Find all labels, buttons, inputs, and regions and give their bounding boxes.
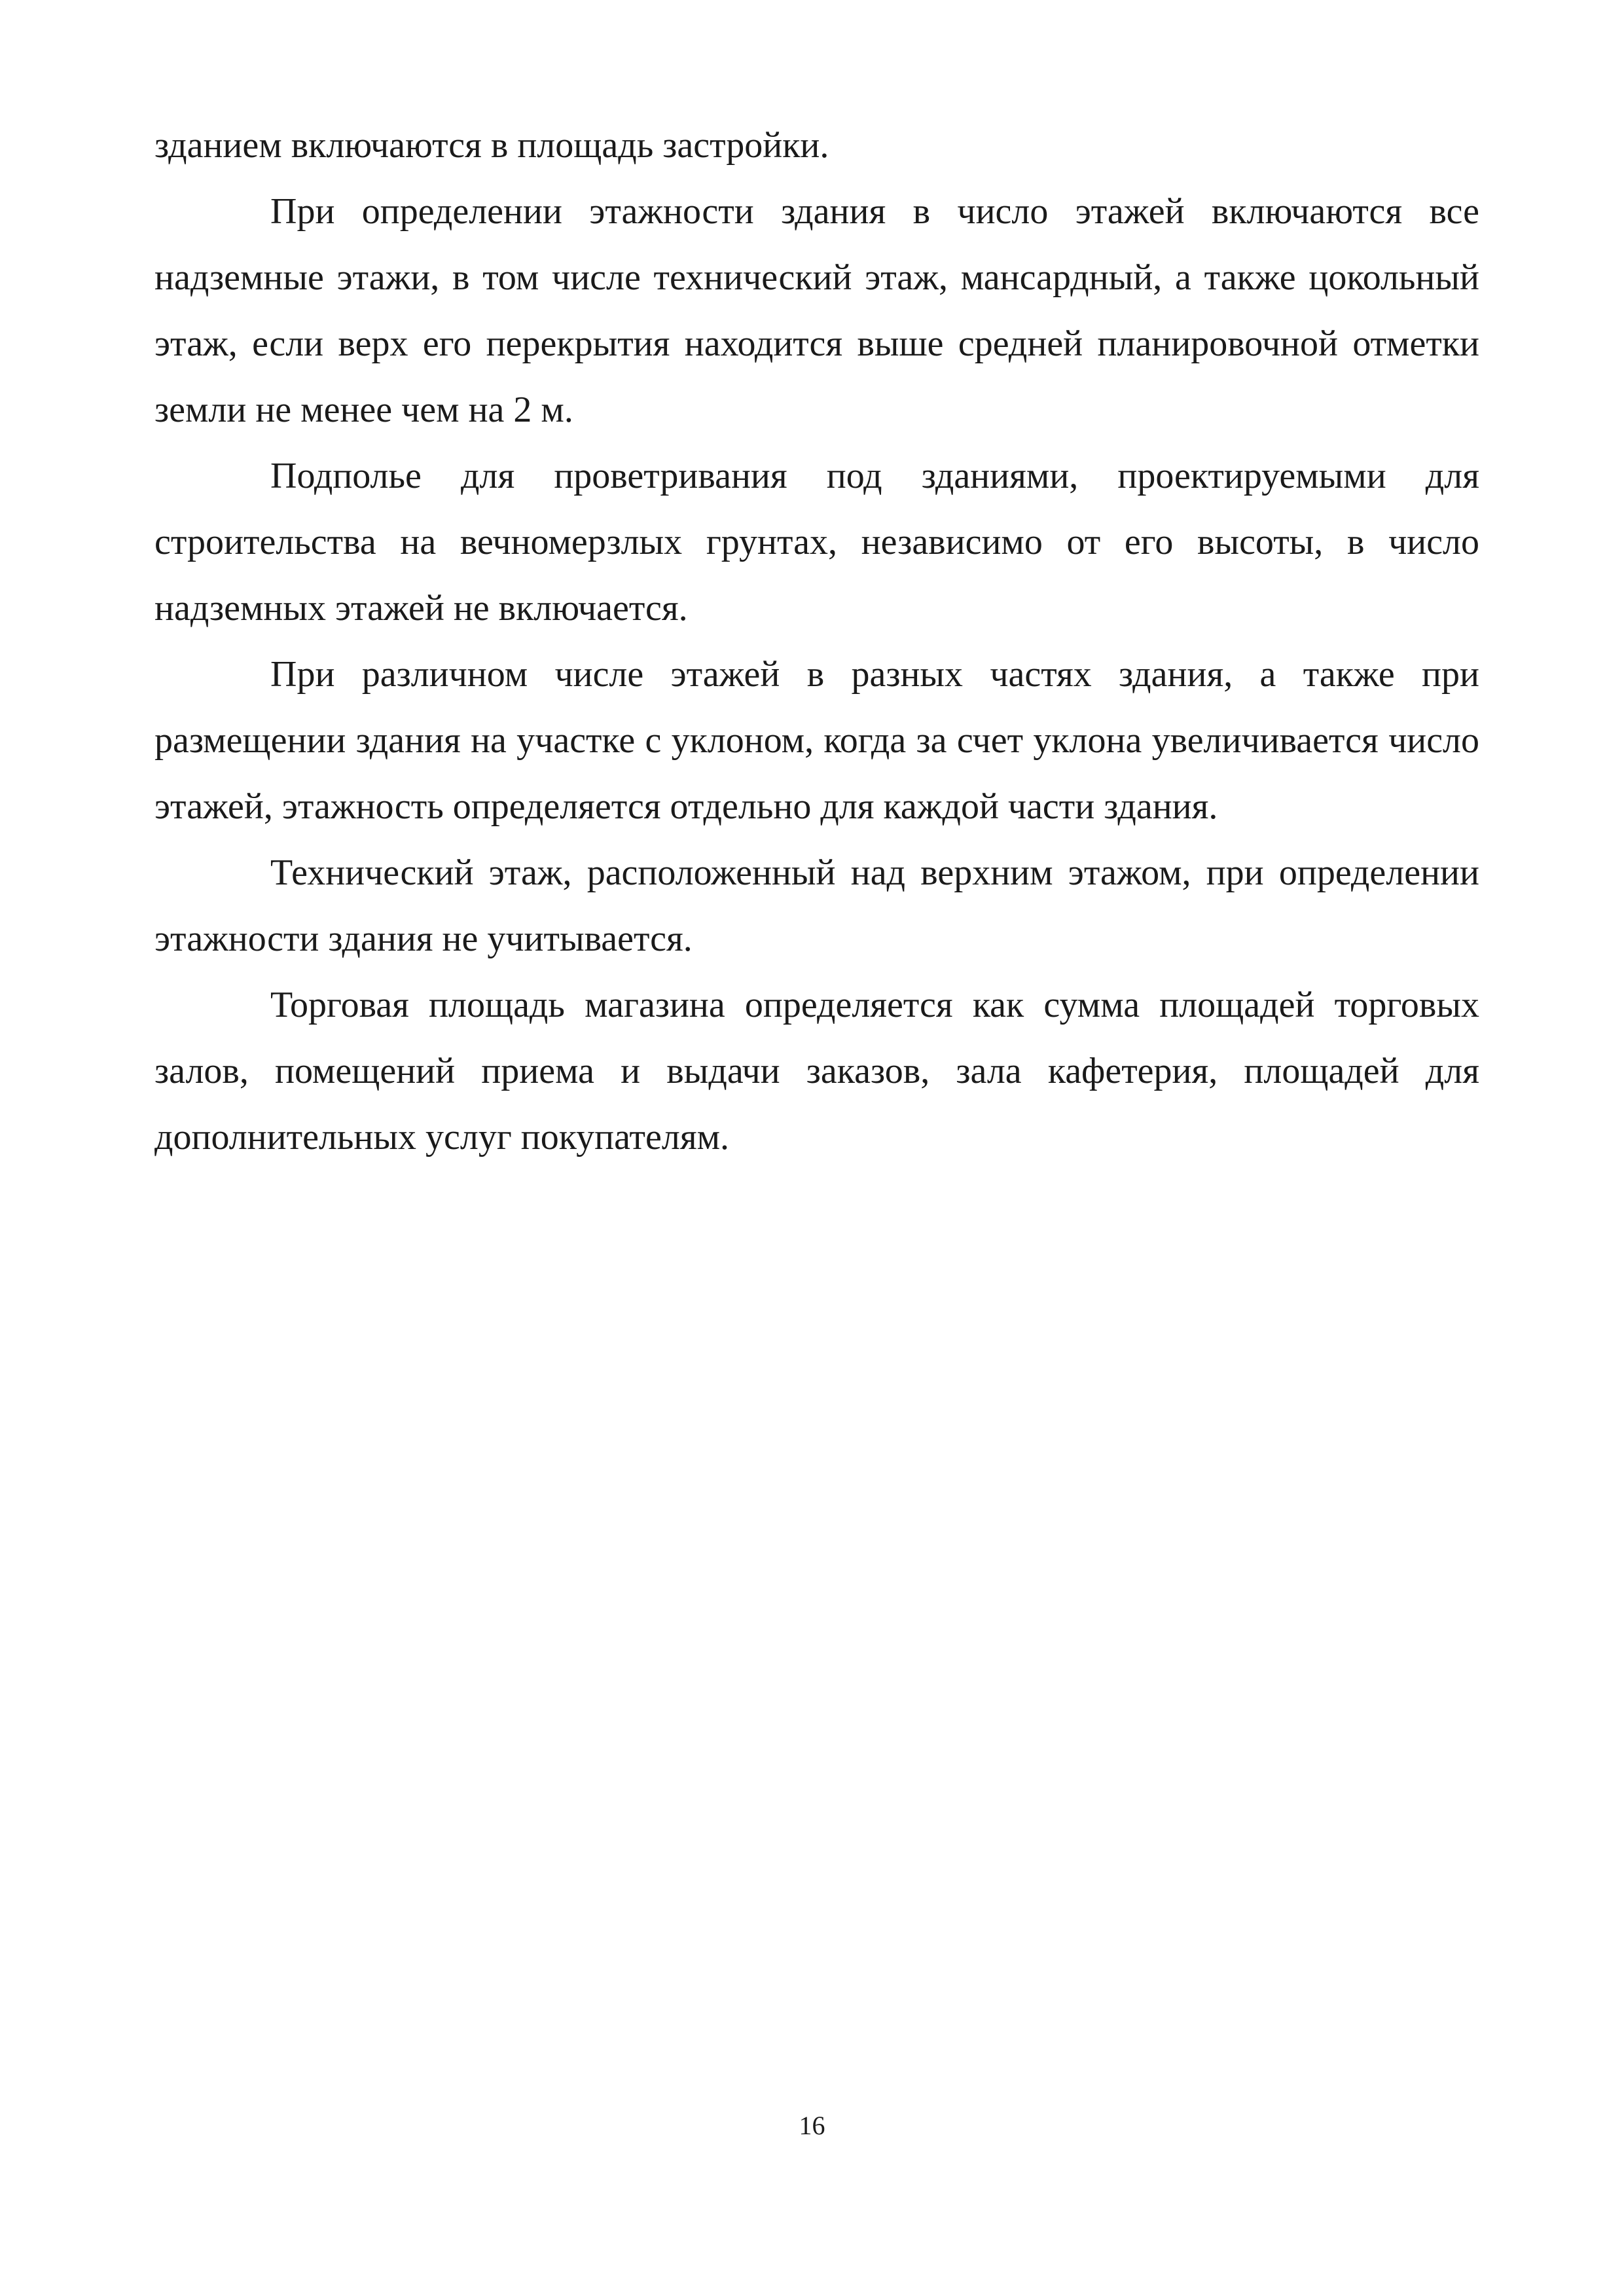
paragraph-different-floors: При различном числе этажей в разных частях здания, а также при размещении здания на участке с уклоном, когда за счет уклона увеличивается число этажей, этажность определяется отдельно для каждой части здания. (154, 654, 1479, 827)
paragraph-continuation: зданием включаются в площадь застройки. (154, 125, 829, 166)
body-text (154, 113, 1479, 1171)
paragraph-technical-floor: Технический этаж, расположенный над верхним этажом, при определении этажности здания не учитывается. (154, 852, 1479, 959)
paragraph-floor-count: При определении этажности здания в число этажей включаются все надземные этажи, в том числе технический этаж, мансардный, а также цокольный этаж, если верх его перекрытия находится выше средней планировочной отметки земли не менее чем на 2 м. (154, 191, 1479, 430)
paragraph-ventilated-underground: Подполье для проветривания под зданиями, проектируемыми для строительства на вечномерзлых грунтах, независимо от его высоты, в число надземных этажей не включается. (154, 456, 1479, 629)
paragraph-retail-area: Торговая площадь магазина определяется как сумма площадей торговых залов, помещений приема и выдачи заказов, зала кафетерия, площадей для дополнительных услуг покупателям. (154, 985, 1479, 1157)
page-number: 16 (799, 2111, 825, 2140)
